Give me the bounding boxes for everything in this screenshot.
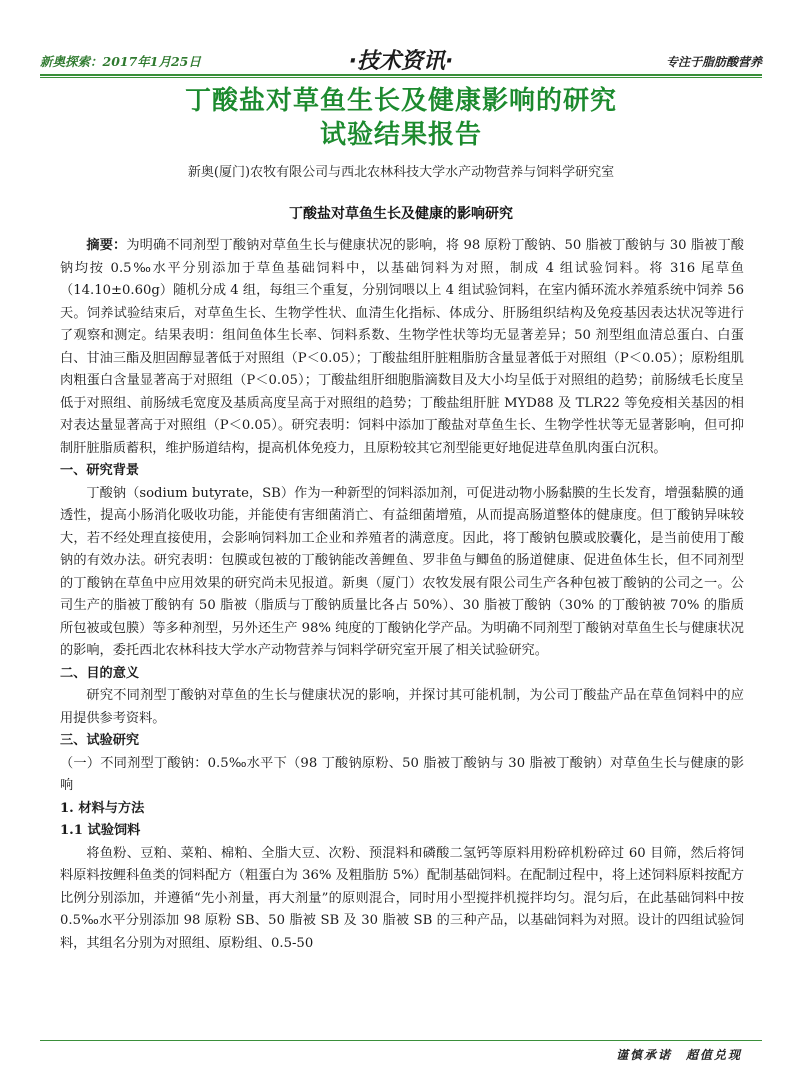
background-paragraph: 丁酸钠（sodium butyrate，SB）作为一种新型的饲料添加剂，可促进动物小肠黏膜的生长发育，增强黏膜的通透性，提高小肠消化吸收功能，并能使有害细菌消亡、有益细菌增殖，从而提高肠道整体的健康度。但丁酸钠异味较大，若不经处理直接使用，会影响饲料加工企业和养殖者的满意度。因此，将丁酸钠包膜或胶囊化，是当前使用丁酸钠的有效办法。研究表明：包膜或包被的丁酸钠能改善鲤鱼、罗非鱼与鲫鱼的肠道健康、促进鱼体生长，但不同剂型的丁酸钠在草鱼中应用效果的研究尚未见报道。新奥（厦门）农牧发展有限公司生产各种包被丁酸钠的公司之一。公司生产的脂被丁酸钠有 50 脂被（脂质与丁酸钠质量比各占 50%）、30 脂被丁酸钠（30% 的丁酸钠被 70% 的脂质所包被或包膜）等多种剂型，另外还生产 98% 纯度的丁酸钠化学产品。为明确不同剂型丁酸钠对草鱼生长与健康状况的影响，委托西北农林科技大学水产动物营养与饲料学研究室开展了相关试验研究。 — [60, 485, 744, 658]
test-feed-paragraph: 将鱼粉、豆粕、菜粕、棉粕、全脂大豆、次粉、预混料和磷酸二氢钙等原料用粉碎机粉碎过 60 目筛，然后将饲料原料按鲤科鱼类的饲料配方（粗蛋白为 36% 及粗脂肪 5%）配制基础饲料。在配制过程中，将上述饲料原料按配方比例分别添加，并遵循“先小剂量，再大剂量”的原则混合，同时用小型搅拌机搅拌均匀。混匀后，在此基础饲料中按 0.5‰水平分别添加 98 原粉 SB、50 脂被 SB 及 30 脂被 SB 的三种产品，以基础饲料为对照。设计的四组试验饲料，其组名分别为对照组、原粉组、0.5-50 — [60, 845, 744, 951]
report-subtitle: 丁酸盐对草鱼生长及健康的影响研究 — [289, 206, 513, 222]
section-heading-background: 一、研究背景 — [60, 463, 140, 478]
purpose-paragraph: 研究不同剂型丁酸钠对草鱼的生长与健康状况的影响，并探讨其可能机制，为公司丁酸盐产品在草鱼饲料中的应用提供参考资料。 — [60, 688, 744, 726]
footer-slogan: 谨慎承诺 超值兑现 — [615, 1048, 742, 1062]
header-divider-thin — [40, 77, 762, 78]
study-subheading: （一）不同剂型丁酸钠：0.5‰水平下（98 丁酸钠原粉、50 脂被丁酸钠与 30 脂被丁酸钠）对草鱼生长与健康的影响 — [60, 755, 744, 793]
abstract-text: 为明确不同剂型丁酸钠对草鱼生长与健康状况的影响，将 98 原粉丁酸钠、50 脂被丁酸钠与 30 脂被丁酸钠均按 0.5‰水平分别添加于草鱼基础饲料中，以基础饲料为对照，制成 4 组试验饲料。将 316 尾草鱼（14.10±0.60g）随机分成 4 组，每组三个重复，分别饲喂以上 4 组试验饲料，在室内循环流水养殖系统中饲养 56 天。饲养试验结束后，对草鱼生长、生物学性状、血清生化指标、体成分、肝肠组织结构及免疫基因表达状况等进行了观察和测定。结果表明：组间鱼体生长率、饲料系数、生物学性状等均无显著差异；50 剂型组血清总蛋白、白蛋白、甘油三酯及胆固醇显著低于对照组（P＜0.05）；丁酸盐组肝脏粗脂肪含量显著低于对照组（P＜0.05）；原粉组肌肉粗蛋白含量显著高于对照组（P＜0.05）；丁酸盐组肝细胞脂滴数目及大小均呈低于对照组的趋势；前肠绒毛长度呈低于对照组、前肠绒毛宽度及基质高度呈高于对照组的趋势；丁酸盐组肝脏 MYD88 及 TLR22 等免疫相关基因的相对表达量显著高于对照组（P＜0.05）。研究表明：饲料中添加丁酸盐对草鱼生长、生物学性状等无显著影响，但可抑制肝脏脂质蓄积，维护肠道结构，提高机体免疫力，且原粉较其它剂型能更好地促进草鱼肌肉蛋白沉积。 — [60, 238, 744, 456]
title-line-2: 试验结果报告 — [319, 120, 482, 150]
footer-divider — [40, 1040, 762, 1041]
section-heading-purpose: 二、目的意义 — [60, 665, 140, 681]
section-heading-study: 三、试验研究 — [60, 733, 140, 748]
test-feed-heading: 1.1 试验饲料 — [60, 823, 141, 838]
affiliation: 新奥(厦门)农牧有限公司与西北农林科技大学水产动物营养与饲料学研究室 — [187, 165, 615, 180]
article-body — [60, 235, 744, 955]
title-line-1: 丁酸盐对草鱼生长及健康影响的研究 — [184, 86, 617, 116]
abstract-paragraph — [60, 235, 744, 460]
header-divider — [40, 74, 762, 76]
page-title — [0, 84, 802, 152]
header-date: 新奥探索：2017年1月25日 — [40, 54, 201, 69]
materials-methods-heading: 1. 材料与方法 — [60, 800, 145, 816]
header-section-title: ·技术资讯· — [348, 49, 454, 74]
header-slogan: 专注于脂肪酸营养 — [665, 55, 762, 69]
abstract-label: 摘要： — [86, 238, 127, 253]
